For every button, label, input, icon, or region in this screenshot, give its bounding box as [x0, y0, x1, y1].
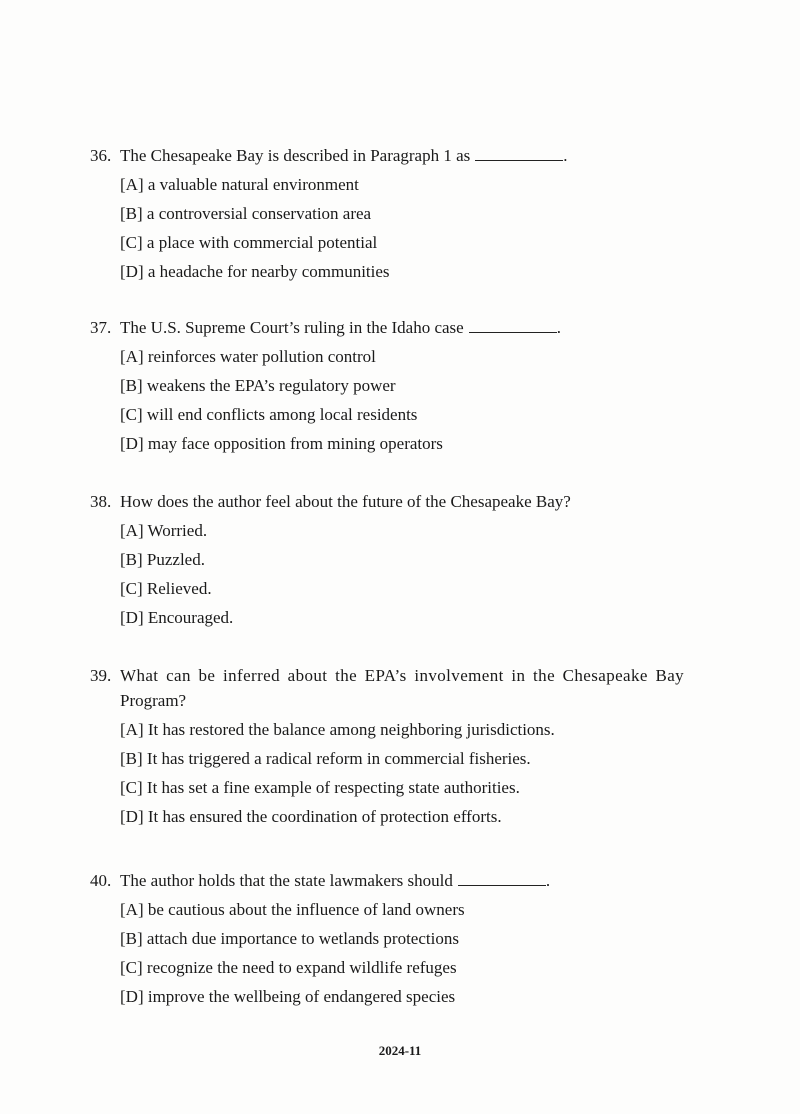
question-number: 39.	[90, 666, 112, 685]
option-d: [D] may face opposition from mining operators	[120, 434, 443, 453]
answer-blank	[469, 318, 557, 333]
option-b: [B] attach due importance to wetlands protections	[120, 929, 459, 948]
options-list	[90, 715, 730, 831]
question-text: How does the author feel about the future of the Chesapeake Bay?	[120, 492, 571, 511]
question-38	[90, 492, 730, 632]
question-stem	[90, 146, 730, 166]
question-text: What can be inferred about the EPA’s involvement in the Chesapeake Bay	[120, 666, 685, 685]
question-text-continued: Program?	[120, 691, 187, 710]
option-c: [C] Relieved.	[120, 579, 212, 598]
option-a: [A] It has restored the balance among neighboring jurisdictions.	[120, 720, 555, 739]
options-list	[90, 516, 730, 632]
answer-blank	[458, 871, 546, 886]
question-stem	[90, 871, 730, 891]
question-37	[90, 318, 730, 458]
option-b: [B] It has triggered a radical reform in commercial fisheries.	[120, 749, 531, 768]
answer-blank	[475, 146, 563, 161]
option-a: [A] be cautious about the influence of land owners	[120, 900, 465, 919]
options-list	[90, 895, 730, 1011]
question-text: The author holds that the state lawmakers should	[120, 871, 453, 890]
question-stem	[90, 318, 730, 338]
option-a: [A] reinforces water pollution control	[120, 347, 376, 366]
option-c: [C] recognize the need to expand wildlife refuges	[120, 958, 457, 977]
option-c: [C] It has set a fine example of respecting state authorities.	[120, 778, 520, 797]
option-d: [D] a headache for nearby communities	[120, 262, 390, 281]
option-c: [C] will end conflicts among local residents	[120, 405, 418, 424]
options-list	[90, 170, 730, 286]
question-number: 38.	[90, 492, 112, 511]
option-a: [A] Worried.	[120, 521, 208, 540]
question-end: .	[545, 871, 551, 890]
question-end: .	[556, 318, 561, 337]
question-end: .	[563, 146, 568, 165]
question-40	[90, 871, 730, 1011]
question-text: The Chesapeake Bay is described in Paragraph 1 as	[120, 146, 471, 165]
option-d: [D] Encouraged.	[120, 608, 234, 627]
option-d: [D] improve the wellbeing of endangered species	[120, 987, 456, 1006]
question-text: The U.S. Supreme Court’s ruling in the Idaho case	[120, 318, 464, 337]
question-36	[90, 146, 730, 286]
question-stem	[90, 492, 730, 512]
option-b: [B] Puzzled.	[120, 550, 205, 569]
options-list	[90, 342, 730, 458]
option-b: [B] weakens the EPA’s regulatory power	[120, 376, 396, 395]
question-stem	[90, 666, 730, 686]
option-c: [C] a place with commercial potential	[120, 233, 378, 252]
page-footer: 2024-11	[378, 1043, 422, 1058]
question-number: 40.	[90, 871, 112, 890]
question-39	[90, 666, 730, 831]
option-a: [A] a valuable natural environment	[120, 175, 359, 194]
question-number: 36.	[90, 146, 112, 165]
option-d: [D] It has ensured the coordination of protection efforts.	[120, 807, 502, 826]
option-b: [B] a controversial conservation area	[120, 204, 372, 223]
question-number: 37.	[90, 318, 112, 337]
